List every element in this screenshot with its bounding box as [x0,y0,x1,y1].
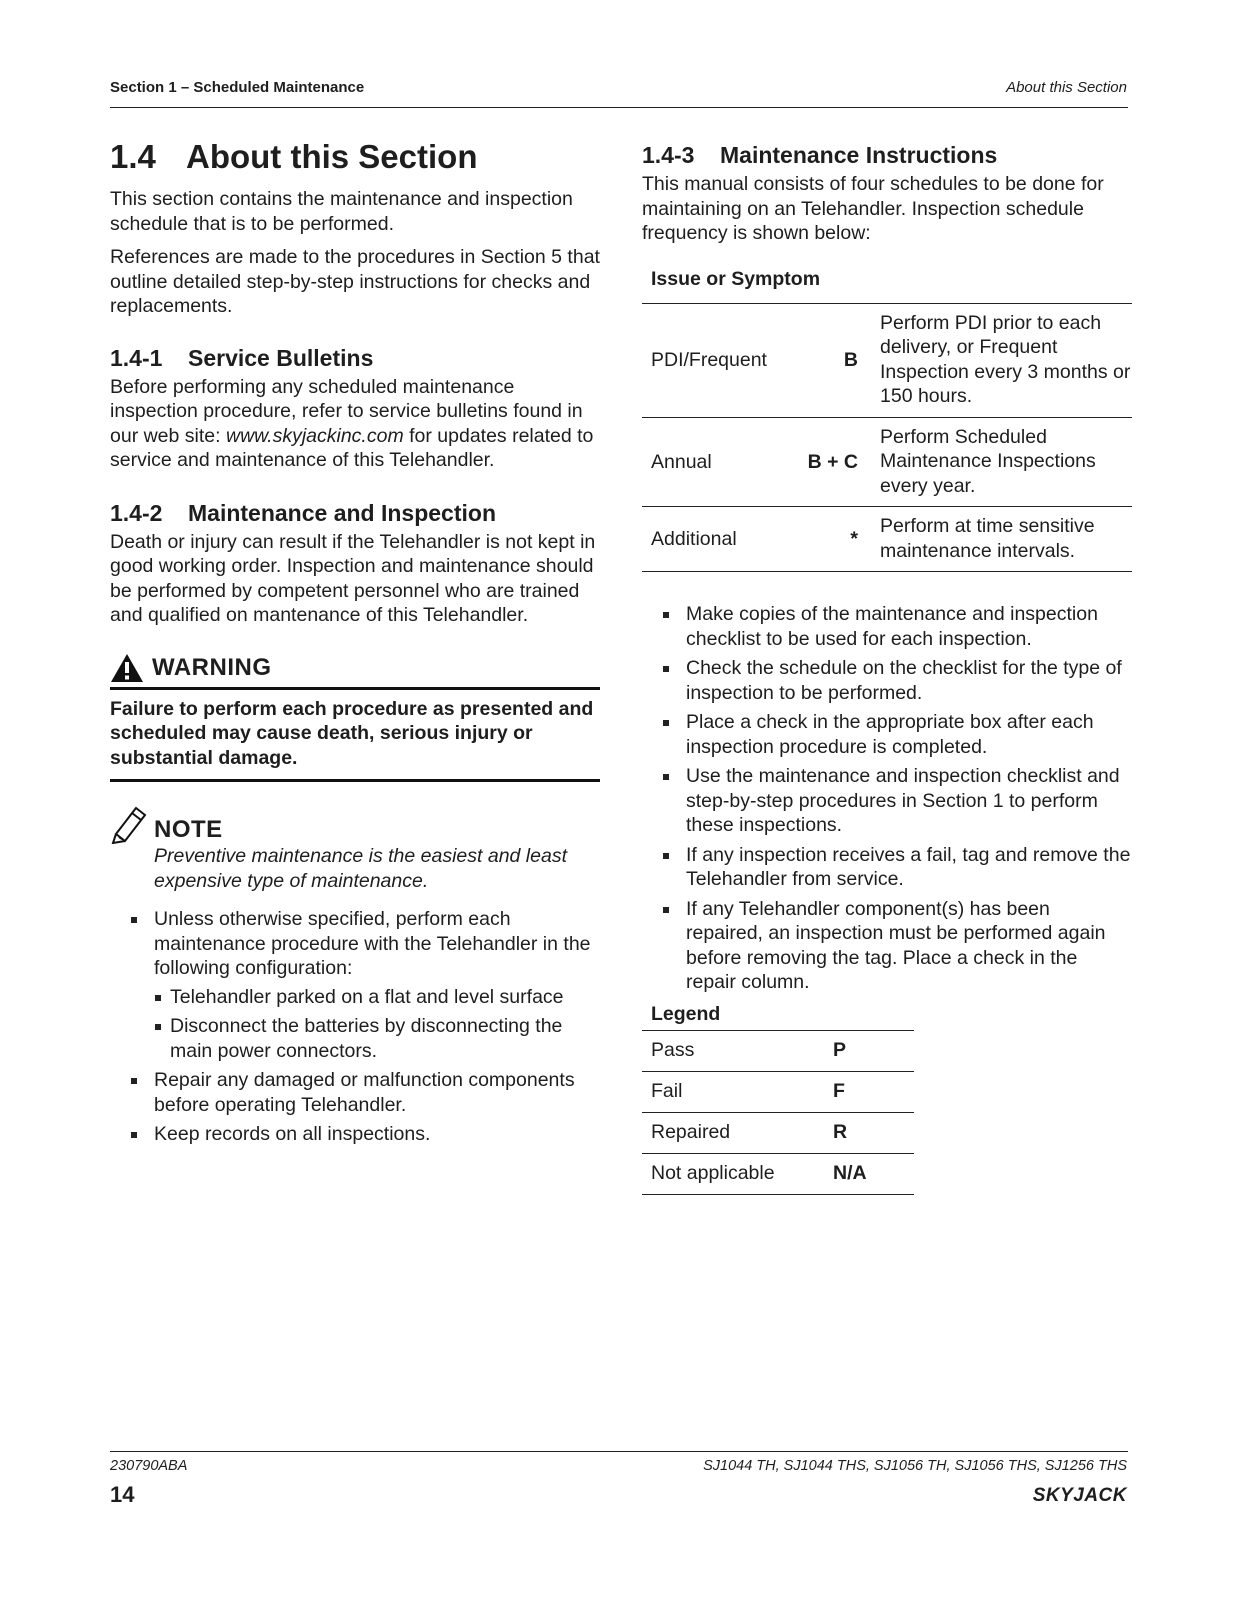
left-column [110,137,600,1152]
table-row [642,417,1132,507]
note-label: NOTE [154,816,223,843]
table-row [642,1112,914,1153]
maintenance-instructions-text: This manual consists of four schedules to be done for maintaining on an Telehandler. Inspection schedule frequency is shown below: [642,173,1104,244]
subsection-number: 1.4-3 [642,142,695,168]
warning-label: WARNING [152,653,272,681]
list-item: Keep records on all inspections. [110,1122,600,1147]
list-item: If any Telehandler component(s) has been repaired, an inspection must be performed again before removing the tag. Place a check in the repair column. [642,897,1132,995]
schedule-code: * [792,507,866,572]
legend-table [642,1030,914,1195]
maintenance-inspection-heading [110,499,600,527]
table-row [642,1030,914,1071]
running-header-topic: About this Section [1006,79,1127,96]
running-header-section: Section 1 – Scheduled Maintenance [110,79,365,96]
table-header: Issue or Symptom [642,268,1132,304]
legend-code: N/A [832,1153,914,1194]
table-row [642,1153,914,1194]
schedule-description: Perform Scheduled Maintenance Inspections every year. [866,417,1132,507]
list-item: Make copies of the maintenance and inspection checklist to be used for each inspection. [642,602,1132,651]
section-heading [110,137,600,177]
warning-bottom-rule [110,779,600,782]
legend-label: Repaired [642,1112,832,1153]
schedule-description: Perform at time sensitive maintenance intervals. [866,507,1132,572]
legend-code: F [832,1071,914,1112]
note-header [110,804,600,844]
schedule-description: Perform PDI prior to each delivery, or Frequent Inspection every 3 months or 150 hours. [866,303,1132,417]
list-item: Unless otherwise specified, perform each maintenance procedure with the Telehandler in the following configuration: Telehandler parked on a flat and level surface Disconnect the batteries by disconnecting the main power connectors. [110,907,600,1063]
header-divider [110,107,1128,108]
instructions-list [642,602,1132,995]
document-number: 230790ABA [110,1458,188,1474]
table-row [642,303,1132,417]
table-row [642,1071,914,1112]
legend-label: Not applicable [642,1153,832,1194]
schedule-code: B [792,303,866,417]
schedule-type: Annual [642,417,792,507]
pencil-note-icon [110,804,148,844]
list-item: Check the schedule on the checklist for the type of inspection to be performed. [642,656,1132,705]
intro-paragraph: This section contains the maintenance and inspection schedule that is to be performed. [110,188,573,235]
subsection-number: 1.4-1 [110,344,163,371]
configuration-list [110,907,600,1147]
list-item: Telehandler parked on a flat and level surface [154,985,600,1010]
list-item: Disconnect the batteries by disconnecting the main power connectors. [154,1014,600,1063]
model-list: SJ1044 TH, SJ1044 THS, SJ1056 TH, SJ1056 THS, SJ1256 THS [703,1458,1127,1474]
warning-text: Failure to perform each procedure as presented and scheduled may cause death, serious injury or substantial damage. [110,697,594,769]
right-column [642,137,1132,1195]
subsection-title: Maintenance Instructions [720,142,998,168]
legend-code: R [832,1112,914,1153]
schedule-table [642,268,1132,573]
legend-title: Legend [651,1002,721,1025]
references-paragraph: References are made to the procedures in Section 5 that outline detailed step-by-step instructions for checks and replacements. [110,246,600,317]
subsection-number: 1.4-2 [110,499,163,526]
warning-header [110,652,600,684]
footer-divider [110,1451,1128,1452]
subsection-title: Service Bulletins [188,344,374,371]
skyjack-logo: SKYJACK [1032,1485,1127,1506]
section-number: 1.4 [110,138,156,175]
list-item: Place a check in the appropriate box after each inspection procedure is completed. [642,710,1132,759]
warning-box [110,652,600,783]
legend-code: P [832,1030,914,1071]
service-bulletins-heading [110,344,600,372]
configuration-sublist [154,985,600,1064]
legend-label: Fail [642,1071,832,1112]
list-item: If any inspection receives a fail, tag and remove the Telehandler from service. [642,843,1132,892]
legend-label: Pass [642,1030,832,1071]
schedule-type: PDI/Frequent [642,303,792,417]
page-number: 14 [110,1482,135,1507]
schedule-type: Additional [642,507,792,572]
list-item: Use the maintenance and inspection checklist and step-by-step procedures in Section 1 to perform these inspections. [642,764,1132,838]
warning-triangle-icon [110,653,144,683]
schedule-code: B + C [792,417,866,507]
section-title: About this Section [186,138,478,175]
website-link[interactable]: www.skyjackinc.com [225,424,404,447]
subsection-title: Maintenance and Inspection [188,499,496,526]
service-bulletins-text: Before performing any scheduled maintenance inspection procedure, refer to service bulletins found in our web site: www.skyjackinc.com for updates related to service and maintenance of this Telehandler. [110,375,594,471]
table-header-row [642,268,1132,304]
maintenance-inspection-text: Death or injury can result if the Telehandler is not kept in good working order. Inspection and maintenance should be performed by competent personnel who are trained and qualified on mantenance of this Telehandler. [110,530,596,626]
table-row [642,507,1132,572]
maintenance-instructions-heading [642,141,1132,169]
list-item: Repair any damaged or malfunction components before operating Telehandler. [110,1068,600,1117]
note-box [110,804,600,893]
note-text: Preventive maintenance is the easiest and least expensive type of maintenance. [154,845,567,892]
